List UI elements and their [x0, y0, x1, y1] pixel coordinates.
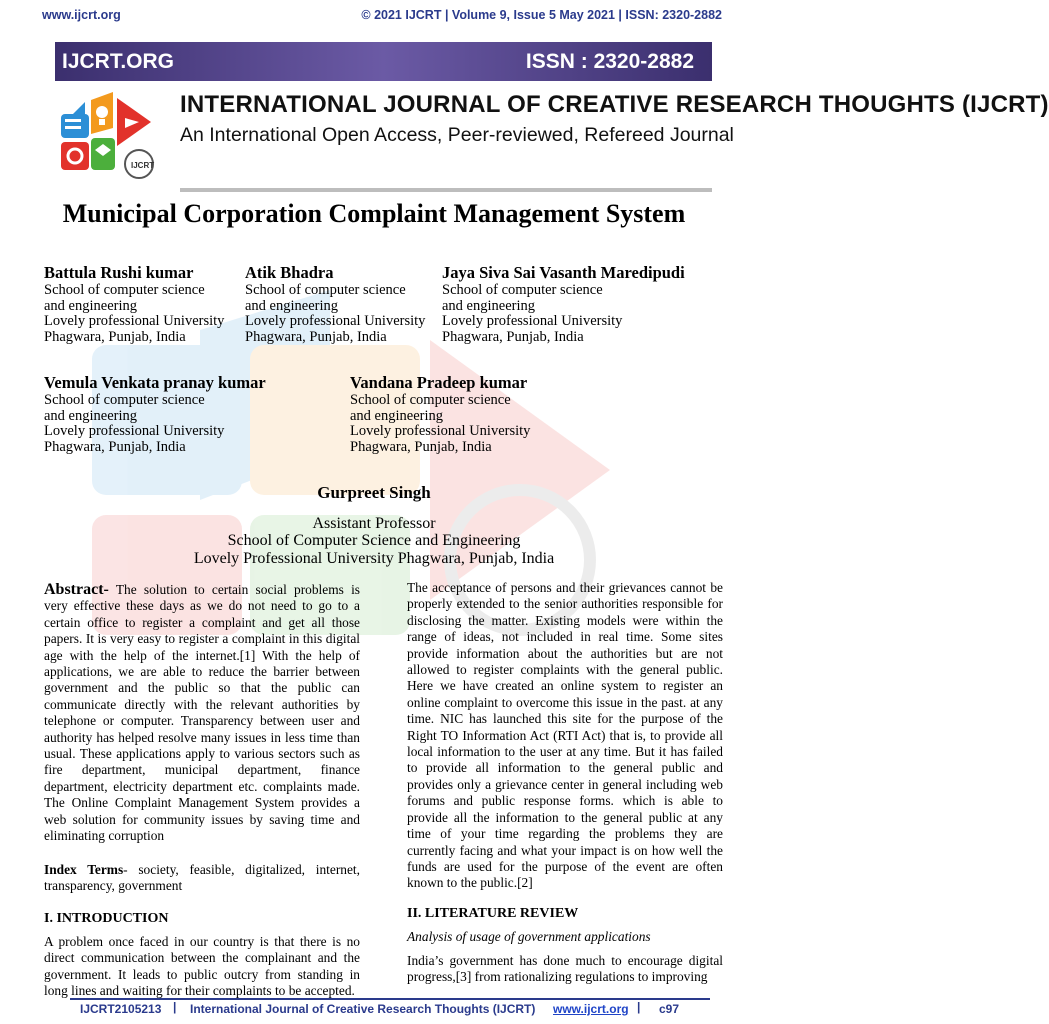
guide-university: Lovely Professional University Phagwara, Punjab, India	[193, 549, 555, 567]
abstract-text: The solution to certain social problems is very effective these days as we do not need to go to a certain office to register a complaint and get all those papers. It is very easy to register a complaint in this digital age with the help of the internet.[1] With the help of applications, we are able to reduce the barrier between government and the public so that the public can communicate directly with the relevant authorities by telephone or computer. Transparency between user and authority has helped resolve many issues in less time than usual. These applications apply to various sectors such as fire department, municipal department, finance department, electricity department etc. complaints made. The Online Complaint Management System provides a web solution for community issues by saving time and eliminating corruption	[44, 582, 360, 844]
journal-banner	[55, 42, 712, 81]
guide-designation: Assistant Professor	[312, 514, 436, 532]
right-column-paragraph: The acceptance of persons and their grievances cannot be properly extended to the senior authorities responsible for disclosing the matter. Existing models were within the range of ideas, not included in real time. Some sites provide information about the authorities but are not allowed to register complaints with the general public. Here we have created an online system to register an online complaint to overcome this issue in the past. at any time. NIC has launched this site for the purpose of the Right TO Information Act (RTI Act) that is, to provide all local information to the user at any time. But it has failed to provide all information to the general public and provides only a grievance center in general including web forums and public response forms. which is able to provide all the information to the general public at any time of your time regarding the problems they are currently facing and what your impact is on how well the funds are used for the purpose of the event are often known to the public.[2]	[407, 580, 723, 891]
author-affiliation-line: Phagwara, Punjab, India	[44, 438, 186, 455]
banner-site: IJCRT.ORG	[62, 50, 175, 73]
literature-review-subheading: Analysis of usage of government applications	[407, 929, 651, 945]
guide-name: Gurpreet Singh	[317, 483, 431, 502]
author-affiliation-line: Lovely professional University	[442, 313, 623, 329]
author-block-5	[350, 373, 530, 455]
author-affiliation-line: and engineering	[44, 297, 138, 314]
author-name: Atik Bhadra	[245, 263, 334, 282]
left-column	[44, 582, 360, 999]
author-affiliation-line: School of computer science	[442, 282, 603, 298]
guide-school: School of Computer Science and Engineering	[227, 532, 521, 549]
author-name: Vemula Venkata pranay kumar	[44, 373, 266, 392]
journal-masthead	[180, 90, 1049, 149]
author-affiliation-line: Phagwara, Punjab, India	[442, 328, 584, 345]
guide-block	[40, 484, 708, 567]
abstract-heading: Abstract-	[44, 581, 109, 598]
banner-issn: ISSN : 2320-2882	[525, 50, 694, 73]
journal-title: INTERNATIONAL JOURNAL OF CREATIVE RESEARCH THOUGHTS (IJCRT)	[180, 91, 1049, 118]
index-terms-heading: Index Terms	[44, 861, 124, 877]
author-block-4	[44, 373, 266, 455]
footer-rule	[70, 998, 710, 1000]
author-affiliation-line: School of computer science	[350, 392, 511, 408]
author-affiliation-line: Lovely professional University	[44, 313, 225, 329]
index-terms-paragraph	[44, 862, 360, 895]
author-affiliation-line: Lovely professional University	[44, 423, 225, 439]
footer-website-link[interactable]: www.ijcrt.org	[553, 1002, 629, 1016]
author-affiliation-line: School of computer science	[44, 392, 205, 408]
footer-journal-name: International Journal of Creative Research Thoughts (IJCRT)	[190, 1002, 536, 1016]
header-issue-info: © 2021 IJCRT | Volume 9, Issue 5 May 2021 | ISSN: 2320-2882	[361, 8, 722, 22]
author-affiliation-line: and engineering	[350, 407, 444, 424]
index-terms-text: - society, feasible, digitalized, internet, transparency, government	[44, 861, 360, 893]
author-block-3	[442, 263, 685, 345]
author-affiliation-line: School of computer science	[44, 282, 205, 298]
header-website[interactable]: www.ijcrt.org	[42, 8, 121, 22]
footer-paper-id: IJCRT2105213	[80, 1002, 162, 1016]
right-column	[407, 580, 723, 985]
ijcrt-logo	[55, 86, 175, 186]
footer-page-number: c97	[659, 1002, 680, 1016]
author-name: Battula Rushi kumar	[44, 263, 194, 282]
journal-subtitle: An International Open Access, Peer-reviewed, Refereed Journal	[180, 124, 734, 146]
introduction-heading: I. INTRODUCTION	[44, 911, 169, 927]
masthead-divider	[180, 188, 712, 192]
footer-separator: |	[173, 1000, 177, 1014]
author-affiliation-line: Lovely professional University	[350, 423, 531, 439]
author-affiliation-line: Phagwara, Punjab, India	[350, 438, 492, 455]
author-block-2	[245, 263, 425, 345]
footer-separator: |	[637, 1000, 641, 1014]
introduction-text: A problem once faced in our country is that there is no direct communication between the complainant and the government. It leads to public outcry from standing in long lines and waiting for their complaints to be accepted.	[44, 933, 360, 998]
author-name: Vandana Pradeep kumar	[350, 373, 528, 392]
author-affiliation-line: and engineering	[442, 297, 536, 314]
paper-title: Municipal Corporation Complaint Management System	[62, 199, 686, 228]
literature-review-heading: II. LITERATURE REVIEW	[407, 905, 579, 921]
author-affiliation-line: and engineering	[44, 407, 138, 424]
author-block-1	[44, 263, 224, 345]
author-name: Jaya Siva Sai Vasanth Maredipudi	[442, 263, 685, 282]
logo-text: IJCRT	[131, 161, 155, 170]
author-affiliation-line: School of computer science	[245, 282, 406, 298]
author-affiliation-line: and engineering	[245, 297, 339, 314]
author-affiliation-line: Phagwara, Punjab, India	[44, 328, 186, 345]
author-affiliation-line: Lovely professional University	[245, 313, 426, 329]
literature-review-text: India’s government has done much to encourage digital progress,[3] from rationalizing regulations to improving	[407, 952, 723, 984]
author-affiliation-line: Phagwara, Punjab, India	[245, 328, 387, 345]
abstract-paragraph	[44, 582, 360, 845]
